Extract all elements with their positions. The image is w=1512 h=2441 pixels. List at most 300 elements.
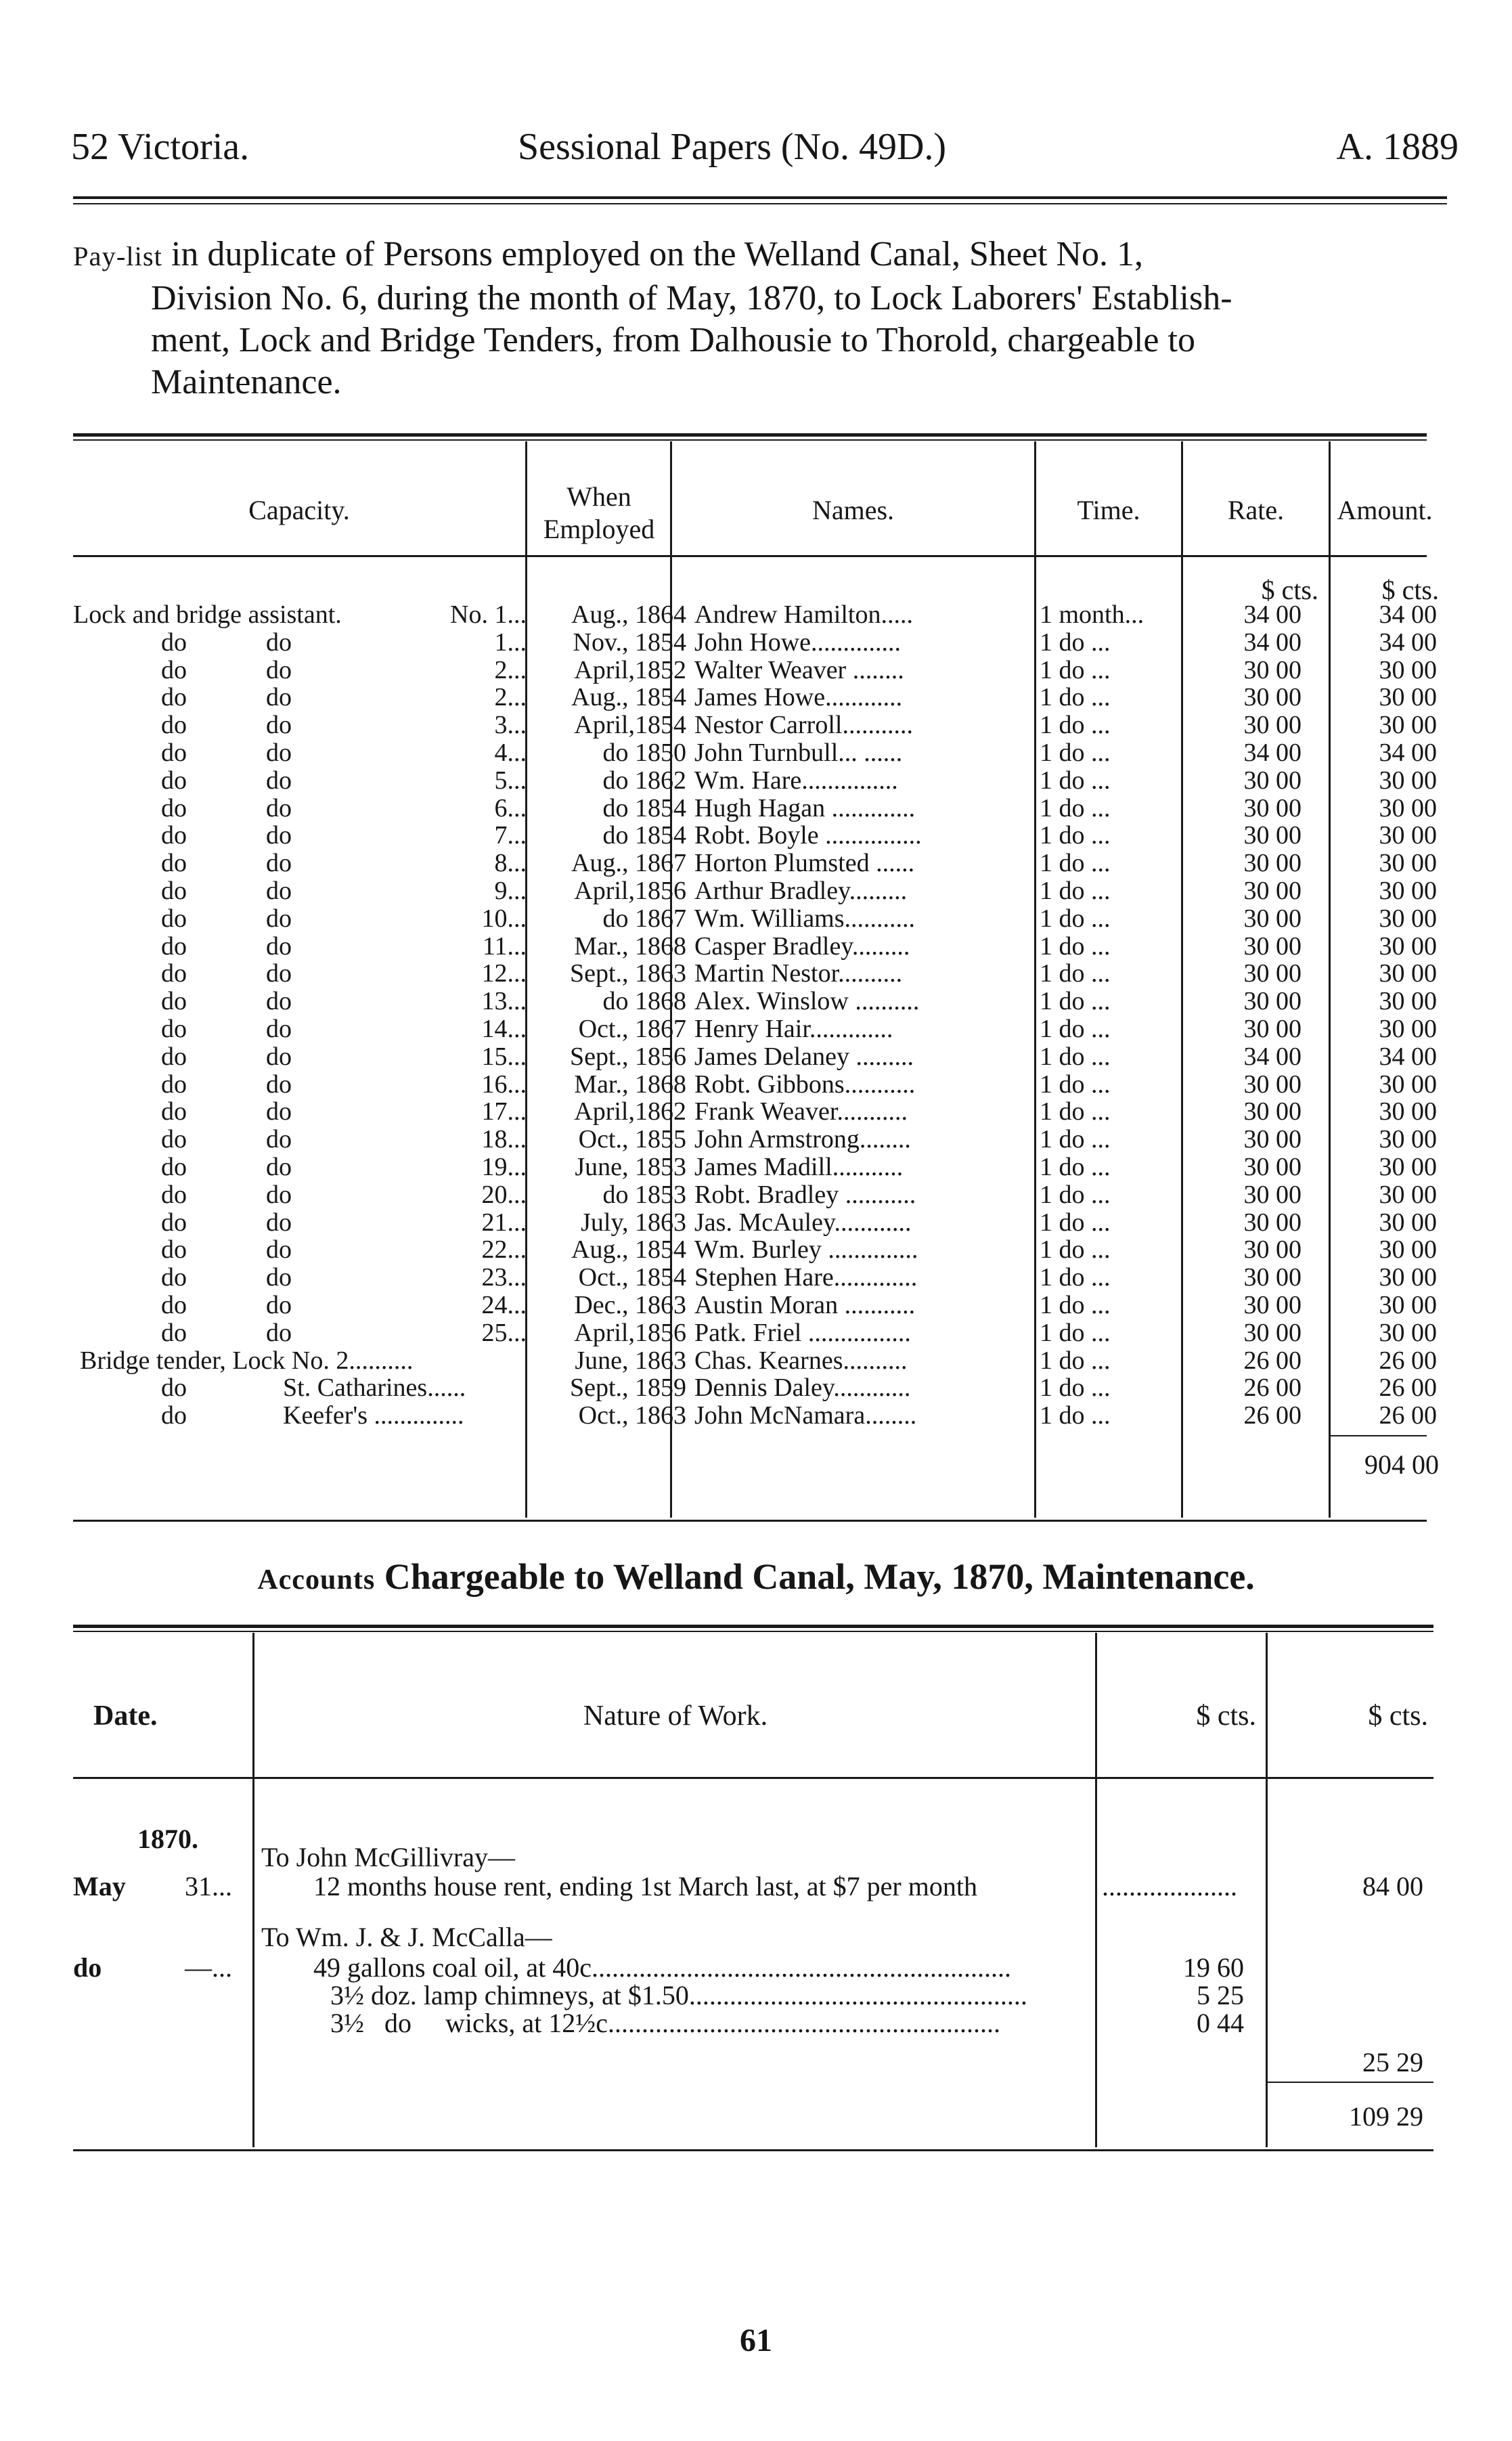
- rate-cell: 30 00: [1243, 1264, 1302, 1292]
- table-row: [73, 766, 1437, 795]
- capacity-sub-cell: do: [266, 1264, 292, 1292]
- name-cell: Alex. Winslow ..........: [694, 988, 920, 1015]
- rate-cell: 26 00: [1243, 1374, 1302, 1403]
- acc-entry2-line1-amount: 19 60: [1183, 1952, 1244, 1983]
- amount-cell: 30 00: [1379, 932, 1437, 961]
- capacity-sub-cell: do: [266, 960, 292, 988]
- amount-cell: 30 00: [1379, 1236, 1437, 1265]
- when-employed-cell: April,1852: [574, 656, 686, 684]
- capacity-cell: do: [161, 1208, 187, 1237]
- rate-cell: 34 00: [1243, 739, 1302, 767]
- when-employed-cell: Mar., 1868: [574, 932, 686, 961]
- rate-cell: 26 00: [1243, 1346, 1302, 1375]
- rate-cell: 30 00: [1243, 960, 1302, 988]
- capacity-sub-cell: do: [266, 1042, 292, 1071]
- capacity-sub-cell: St. Catharines......: [283, 1374, 466, 1403]
- time-cell: 1 do ...: [1040, 1042, 1111, 1071]
- accounts-title: Accounts Chargeable to Welland Canal, May, 1870, Maintenance.: [257, 1556, 1255, 1597]
- header-bottom-rule: [73, 555, 1427, 557]
- name-cell: Patk. Friel ................: [694, 1319, 911, 1347]
- time-cell: 1 do ...: [1040, 1098, 1111, 1126]
- table-row: [73, 1402, 1437, 1430]
- table-row: [73, 1346, 1437, 1375]
- capacity-sub-cell: do: [266, 684, 292, 712]
- lock-number-cell: 2...: [494, 684, 527, 712]
- lock-number-cell: 13...: [481, 988, 527, 1015]
- rate-cell: 26 00: [1243, 1402, 1302, 1430]
- total-rule: [1331, 1435, 1427, 1436]
- when-employed-cell: Sept., 1863: [569, 960, 686, 988]
- acc-entry2-line2-amount: 5 25: [1197, 1980, 1244, 2010]
- when-employed-cell: June, 1853: [575, 1153, 686, 1181]
- name-cell: James Delaney .........: [694, 1042, 914, 1071]
- col-when: When Employed: [543, 481, 655, 544]
- time-cell: 1 do ...: [1040, 1181, 1111, 1209]
- when-employed-cell: do 1850: [602, 739, 686, 767]
- amount-cell: 26 00: [1379, 1374, 1437, 1403]
- when-employed-cell: Oct., 1855: [578, 1126, 686, 1153]
- time-cell: 1 do ...: [1040, 766, 1111, 795]
- time-cell: 1 do ...: [1040, 656, 1111, 684]
- capacity-cell: do: [161, 1042, 187, 1071]
- amount-cell: 30 00: [1379, 822, 1437, 850]
- table-top-rule: [73, 433, 1427, 437]
- amount-cell: 30 00: [1379, 656, 1437, 684]
- capacity-cell: do: [161, 1292, 187, 1319]
- amount-cell: 30 00: [1379, 1181, 1437, 1209]
- acc-entry2-line3-amount: 0 44: [1197, 2008, 1244, 2038]
- page-number: 61: [740, 2323, 772, 2358]
- table-row: [73, 1292, 1437, 1319]
- capacity-sub-cell: do: [266, 656, 292, 684]
- amount-cell: 30 00: [1379, 960, 1437, 988]
- time-cell: 1 do ...: [1040, 1292, 1111, 1319]
- amount-cell: 30 00: [1379, 1292, 1437, 1319]
- when-employed-cell: do 1853: [602, 1181, 686, 1209]
- amount-cell: 34 00: [1379, 1042, 1437, 1071]
- col-time: Time.: [1077, 495, 1140, 525]
- name-cell: Dennis Daley............: [694, 1374, 911, 1403]
- name-cell: Robt. Boyle ...............: [694, 822, 922, 850]
- table-row: [73, 1374, 1437, 1403]
- rate-cell: 30 00: [1243, 794, 1302, 822]
- acc-col-nature: Nature of Work.: [583, 1700, 768, 1732]
- rate-cell: 34 00: [1243, 1042, 1302, 1071]
- rate-cell: 30 00: [1243, 1319, 1302, 1347]
- name-cell: Austin Moran ...........: [694, 1292, 916, 1319]
- capacity-sub-cell: do: [266, 1126, 292, 1153]
- accounts-table: [73, 1625, 1433, 2173]
- amount-cell: 34 00: [1379, 739, 1437, 767]
- name-cell: Stephen Hare.............: [694, 1264, 918, 1292]
- capacity-cell: do: [161, 877, 187, 905]
- amount-cell: 30 00: [1379, 850, 1437, 877]
- capacity-cell: do: [161, 656, 187, 684]
- time-cell: 1 do ...: [1040, 1015, 1111, 1043]
- when-employed-cell: do 1854: [602, 794, 686, 822]
- rate-cell: 30 00: [1243, 1181, 1302, 1209]
- table-row: [73, 988, 1437, 1015]
- capacity-cell: do: [161, 1153, 187, 1181]
- amount-cell: 34 00: [1379, 601, 1437, 629]
- name-cell: Hugh Hagan .............: [694, 794, 916, 822]
- amount-cell: 30 00: [1379, 877, 1437, 905]
- capacity-cell: do: [161, 1374, 187, 1403]
- time-cell: 1 do ...: [1040, 960, 1111, 988]
- name-cell: John Armstrong........: [694, 1126, 911, 1153]
- rate-cell: 30 00: [1243, 1126, 1302, 1153]
- rate-cell: 30 00: [1243, 1292, 1302, 1319]
- acc-entry1-dots: ....................: [1102, 1871, 1237, 1901]
- acc-entry1-payee: To John McGillivray—: [261, 1842, 515, 1872]
- rate-cell: 30 00: [1243, 1098, 1302, 1126]
- capacity-cell: do: [161, 628, 187, 657]
- time-cell: 1 do ...: [1040, 1126, 1111, 1153]
- capacity-sub-cell: do: [266, 1208, 292, 1237]
- amount-cell: 26 00: [1379, 1402, 1437, 1430]
- time-cell: 1 do ...: [1040, 904, 1111, 933]
- capacity-cell: do: [161, 1402, 187, 1430]
- time-cell: 1 month...: [1040, 601, 1144, 629]
- amount-cell: 30 00: [1379, 1015, 1437, 1043]
- table-row: [73, 794, 1437, 822]
- name-cell: Robt. Gibbons...........: [694, 1070, 916, 1099]
- header-left: 52 Victoria.: [71, 126, 250, 168]
- capacity-cell: do: [161, 794, 187, 822]
- amount-cell: 30 00: [1379, 1319, 1437, 1347]
- acc-entry1-amount: 84 00: [1362, 1871, 1423, 1901]
- name-cell: Wm. Williams...........: [694, 904, 916, 933]
- when-employed-cell: Aug., 1854: [571, 684, 686, 712]
- col-names: Names.: [811, 495, 895, 525]
- when-employed-cell: Aug., 1864: [571, 601, 686, 629]
- name-cell: Horton Plumsted ......: [694, 850, 915, 877]
- table-row: [73, 932, 1437, 961]
- acc-entry1-day: 31...: [185, 1871, 232, 1901]
- table-row: [73, 1181, 1437, 1209]
- acc-entry2-subtotal: 25 29: [1362, 2047, 1423, 2077]
- rate-cell: 30 00: [1243, 1015, 1302, 1043]
- lock-number-cell: 17...: [481, 1098, 527, 1126]
- table-row: [73, 1126, 1437, 1153]
- rate-units: $ cts.: [1261, 575, 1318, 605]
- time-cell: 1 do ...: [1040, 850, 1111, 877]
- paylist-title-line1: in duplicate of Persons employed on the Welland Canal, Sheet No. 1,: [162, 235, 1144, 273]
- time-cell: 1 do ...: [1040, 628, 1111, 657]
- lock-number-cell: 25...: [481, 1319, 527, 1347]
- amount-cell: 30 00: [1379, 766, 1437, 795]
- acc-col-1: $ cts.: [1196, 1700, 1256, 1732]
- when-employed-cell: Oct., 1863: [578, 1402, 686, 1430]
- time-cell: 1 do ...: [1040, 822, 1111, 850]
- capacity-sub-cell: do: [266, 1319, 292, 1347]
- when-employed-cell: Aug., 1854: [571, 1236, 686, 1265]
- lock-number-cell: 11...: [482, 932, 527, 961]
- lock-number-cell: 4...: [494, 739, 527, 767]
- rate-cell: 30 00: [1243, 766, 1302, 795]
- lock-number-cell: 6...: [494, 794, 527, 822]
- when-employed-cell: April,1856: [574, 877, 686, 905]
- acc-year: 1870.: [137, 1824, 198, 1854]
- name-cell: Frank Weaver...........: [694, 1098, 908, 1126]
- time-cell: 1 do ...: [1040, 794, 1111, 822]
- table-top-rule-thin: [73, 439, 1427, 441]
- capacity-sub-cell: do: [266, 794, 292, 822]
- name-cell: John Turnbull... ......: [694, 739, 903, 767]
- name-cell: Casper Bradley.........: [694, 932, 910, 961]
- table-row: [73, 1070, 1437, 1099]
- capacity-cell: Lock and bridge assistant.: [73, 601, 342, 629]
- lock-number-cell: 19...: [481, 1153, 527, 1181]
- rate-cell: 30 00: [1243, 822, 1302, 850]
- time-cell: 1 do ...: [1040, 877, 1111, 905]
- lock-number-cell: 10...: [481, 904, 527, 933]
- capacity-cell: do: [161, 850, 187, 877]
- rate-cell: 30 00: [1243, 988, 1302, 1015]
- lock-number-cell: 5...: [494, 766, 527, 795]
- acc-bottom-rule: [73, 2149, 1433, 2151]
- when-employed-cell: do 1862: [602, 766, 686, 795]
- acc-entry1-month: May: [73, 1871, 126, 1901]
- running-header: [71, 125, 1459, 179]
- lock-number-cell: 3...: [494, 711, 527, 739]
- lock-number-cell: 14...: [481, 1015, 527, 1043]
- capacity-sub-cell: do: [266, 877, 292, 905]
- capacity-sub-cell: do: [266, 711, 292, 739]
- table-row: [73, 739, 1437, 767]
- capacity-sub-cell: do: [266, 988, 292, 1015]
- lock-number-cell: 2...: [494, 656, 527, 684]
- rate-cell: 30 00: [1243, 1208, 1302, 1237]
- time-cell: 1 do ...: [1040, 1319, 1111, 1347]
- amount-cell: 30 00: [1379, 1153, 1437, 1181]
- name-cell: James Howe............: [694, 684, 903, 712]
- capacity-cell: do: [161, 1015, 187, 1043]
- amount-cell: 30 00: [1379, 1126, 1437, 1153]
- acc-total: 109 29: [1349, 2101, 1423, 2132]
- rate-cell: 30 00: [1243, 850, 1302, 877]
- capacity-sub-cell: do: [266, 1292, 292, 1319]
- capacity-cell: do: [161, 1264, 187, 1292]
- table-row: [73, 1015, 1437, 1043]
- header-rule-thin: [73, 203, 1447, 204]
- amount-cell: 30 00: [1379, 794, 1437, 822]
- amount-cell: 30 00: [1379, 1098, 1437, 1126]
- time-cell: 1 do ...: [1040, 1153, 1111, 1181]
- lock-number-cell: 20...: [481, 1181, 527, 1209]
- amount-cell: 30 00: [1379, 1070, 1437, 1099]
- header-center: Sessional Papers (No. 49D.): [518, 126, 947, 168]
- name-cell: John McNamara........: [694, 1402, 917, 1430]
- amount-cell: 30 00: [1379, 988, 1437, 1015]
- capacity-sub-cell: do: [266, 1070, 292, 1099]
- amount-cell: 30 00: [1379, 1208, 1437, 1237]
- when-employed-cell: Mar., 1868: [574, 1070, 686, 1099]
- table-row: [73, 1098, 1437, 1126]
- name-cell: John Howe..............: [694, 628, 902, 657]
- lock-number-cell: 1...: [494, 628, 527, 657]
- when-employed-cell: do 1868: [602, 988, 686, 1015]
- when-employed-cell: do 1867: [602, 904, 686, 933]
- time-cell: 1 do ...: [1040, 932, 1111, 961]
- when-employed-cell: April,1854: [574, 711, 686, 739]
- when-employed-cell: Oct., 1854: [578, 1264, 686, 1292]
- capacity-sub-cell: do: [266, 904, 292, 933]
- time-cell: 1 do ...: [1040, 988, 1111, 1015]
- lock-number-cell: 22...: [481, 1236, 527, 1265]
- time-cell: 1 do ...: [1040, 684, 1111, 712]
- time-cell: 1 do ...: [1040, 1264, 1111, 1292]
- name-cell: Walter Weaver ........: [694, 656, 904, 684]
- lock-number-cell: No. 1...: [450, 601, 527, 629]
- capacity-sub-cell: do: [266, 822, 292, 850]
- name-cell: Arthur Bradley.........: [694, 877, 908, 905]
- capacity-cell: do: [161, 1181, 187, 1209]
- when-employed-cell: Sept., 1859: [569, 1374, 686, 1403]
- table-bottom-rule: [73, 1520, 1427, 1522]
- rate-cell: 34 00: [1243, 628, 1302, 657]
- acc-entry2-day: —...: [185, 1952, 232, 1983]
- rate-cell: 30 00: [1243, 932, 1302, 961]
- rate-cell: 30 00: [1243, 877, 1302, 905]
- capacity-sub-cell: do: [266, 1098, 292, 1126]
- rate-cell: 34 00: [1243, 601, 1302, 629]
- rate-cell: 30 00: [1243, 904, 1302, 933]
- name-cell: Wm. Hare...............: [694, 766, 898, 795]
- when-employed-cell: do 1854: [602, 822, 686, 850]
- name-cell: Jas. McAuley............: [694, 1208, 912, 1237]
- name-cell: Wm. Burley ..............: [694, 1236, 918, 1265]
- amount-units: $ cts.: [1381, 575, 1439, 605]
- table-row: [73, 904, 1437, 933]
- table-row: [73, 877, 1437, 905]
- capacity-sub-cell: do: [266, 1181, 292, 1209]
- rate-cell: 30 00: [1243, 684, 1302, 712]
- paylist-title-line4: Maintenance.: [151, 363, 342, 401]
- table-row: [73, 601, 1437, 629]
- time-cell: 1 do ...: [1040, 711, 1111, 739]
- capacity-cell: do: [161, 932, 187, 961]
- name-cell: James Madill...........: [694, 1153, 904, 1181]
- time-cell: 1 do ...: [1040, 1346, 1111, 1375]
- when-employed-cell: April,1856: [574, 1319, 686, 1347]
- lock-number-cell: 23...: [481, 1264, 527, 1292]
- paylist-title: [73, 234, 1427, 403]
- rate-cell: 30 00: [1243, 711, 1302, 739]
- when-employed-cell: June, 1863: [575, 1346, 686, 1375]
- when-employed-cell: April,1862: [574, 1098, 686, 1126]
- paylist-title-lead: Pay-list: [73, 241, 162, 271]
- lock-number-cell: 18...: [481, 1126, 527, 1153]
- table-row: [73, 1236, 1437, 1265]
- table-row: [73, 1153, 1437, 1181]
- table-row: [73, 1264, 1437, 1292]
- table-row: [73, 960, 1437, 988]
- table-row: [73, 711, 1437, 739]
- table-row: [73, 1042, 1437, 1071]
- time-cell: 1 do ...: [1040, 739, 1111, 767]
- rate-cell: 30 00: [1243, 1153, 1302, 1181]
- rate-cell: 30 00: [1243, 656, 1302, 684]
- when-employed-cell: July, 1863: [581, 1208, 686, 1237]
- capacity-cell: do: [161, 766, 187, 795]
- amount-cell: 30 00: [1379, 1264, 1437, 1292]
- name-cell: Robt. Bradley ...........: [694, 1181, 916, 1209]
- capacity-cell: do: [161, 684, 187, 712]
- time-cell: 1 do ...: [1040, 1402, 1111, 1430]
- capacity-sub-cell: do: [266, 628, 292, 657]
- table-row: [73, 1208, 1437, 1237]
- rate-cell: 30 00: [1243, 1236, 1302, 1265]
- capacity-cell: do: [161, 1126, 187, 1153]
- table-row: [73, 1319, 1437, 1347]
- amount-cell: 34 00: [1379, 628, 1437, 657]
- when-employed-cell: Nov., 1854: [573, 628, 686, 657]
- rate-cell: 30 00: [1243, 1070, 1302, 1099]
- lock-number-cell: 12...: [481, 960, 527, 988]
- col-capacity: Capacity.: [248, 495, 350, 525]
- capacity-cell: do: [161, 1319, 187, 1347]
- amount-cell: 30 00: [1379, 711, 1437, 739]
- acc-entry2-payee: To Wm. J. & J. McCalla—: [261, 1922, 552, 1952]
- name-cell: Henry Hair.............: [694, 1015, 893, 1043]
- time-cell: 1 do ...: [1040, 1236, 1111, 1265]
- table-row: [73, 850, 1437, 877]
- table-row: [73, 684, 1437, 712]
- name-cell: Chas. Kearnes..........: [694, 1346, 908, 1375]
- capacity-sub-cell: do: [266, 1015, 292, 1043]
- capacity-sub-cell: do: [266, 932, 292, 961]
- capacity-cell: do: [161, 1098, 187, 1126]
- paylist-table: [73, 433, 1439, 1530]
- table-row: [73, 656, 1437, 684]
- amount-cell: 26 00: [1379, 1346, 1437, 1375]
- capacity-cell: do: [161, 1236, 187, 1265]
- capacity-cell: do: [161, 711, 187, 739]
- lock-number-cell: 16...: [481, 1070, 527, 1099]
- capacity-sub-cell: do: [266, 1153, 292, 1181]
- when-employed-cell: Dec., 1863: [574, 1292, 686, 1319]
- header-right: A. 1889: [1336, 126, 1459, 168]
- lock-number-cell: 9...: [494, 877, 527, 905]
- lock-number-cell: 7...: [494, 822, 527, 850]
- capacity-sub-cell: do: [266, 766, 292, 795]
- acc-entry2-line3: 3½ do wicks, at 12½c..........................................................: [330, 2008, 1000, 2038]
- capacity-sub-cell: do: [266, 739, 292, 767]
- amount-cell: 30 00: [1379, 684, 1437, 712]
- col-amount: Amount.: [1337, 495, 1433, 525]
- name-cell: Nestor Carroll...........: [694, 711, 913, 739]
- lock-number-cell: 21...: [481, 1208, 527, 1237]
- when-employed-cell: Sept., 1856: [569, 1042, 686, 1071]
- name-cell: Martin Nestor..........: [694, 960, 903, 988]
- time-cell: 1 do ...: [1040, 1208, 1111, 1237]
- paylist-title-line3: ment, Lock and Bridge Tenders, from Dalhousie to Thorold, chargeable to: [151, 321, 1195, 359]
- acc-col-2: $ cts.: [1368, 1700, 1428, 1732]
- capacity-sub-cell: do: [266, 1236, 292, 1265]
- header-rule: [73, 196, 1447, 199]
- acc-entry1-line1: 12 months house rent, ending 1st March last, at $7 per month: [313, 1871, 977, 1901]
- capacity-cell: do: [161, 739, 187, 767]
- when-employed-cell: Oct., 1867: [578, 1015, 686, 1043]
- capacity-cell: do: [161, 988, 187, 1015]
- lock-number-cell: 8...: [494, 850, 527, 877]
- amount-cell: 30 00: [1379, 904, 1437, 933]
- acc-col-date: Date.: [93, 1700, 158, 1732]
- col-rate: Rate.: [1227, 495, 1285, 525]
- table-row: [73, 822, 1437, 850]
- lock-number-cell: 24...: [481, 1292, 527, 1319]
